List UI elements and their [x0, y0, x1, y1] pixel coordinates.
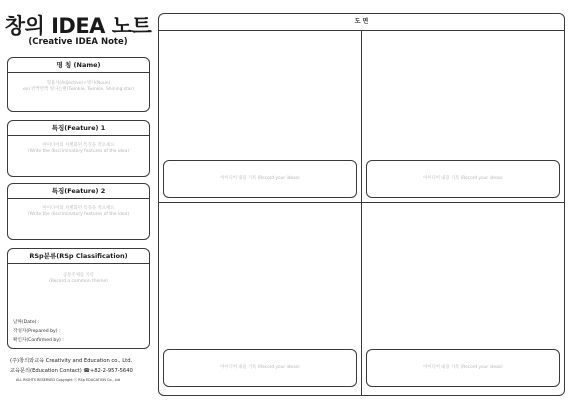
- contact-line: 교육문의(Education Contact) ☎+82-2-957-5640: [10, 368, 133, 374]
- feature1-box-label: 특징(Feature) 1: [8, 121, 149, 136]
- feature1-box: [7, 120, 150, 177]
- panel-2-caption[interactable]: 아이디어 내용 기록 (Record your ideas): [366, 160, 560, 198]
- page-title: 창의 IDEA 노트: [4, 14, 152, 38]
- copyright-text: ALL RIGHTS RESERVED Copyright ⓒ RSp EDUCATION Co., Ltd: [16, 378, 120, 382]
- panel-3-caption[interactable]: 아이디어 내용 기록 (Record your ideas): [163, 349, 357, 387]
- name-hint-primary[interactable]: 형용사(Adjective)+명사(Noun): [46, 81, 111, 86]
- feature2-box: [7, 183, 150, 240]
- drawing-area: [158, 13, 565, 396]
- feature2-hint-korean[interactable]: 아이디어의 차별화된 특징을 적으세요: [42, 206, 115, 211]
- date-field[interactable]: 날짜(Date) :: [13, 320, 40, 325]
- horizontal-divider: [159, 202, 564, 203]
- page-subtitle: (Creative IDEA Note): [28, 37, 128, 47]
- panel-1-caption[interactable]: 아이디어 내용 기록 (Record your ideas): [163, 160, 357, 198]
- feature1-hint-english[interactable]: (Write the discriminatory features of the idea): [27, 149, 130, 154]
- classification-box-label: RSp분류(RSp Classification): [8, 249, 149, 264]
- classification-hint-korean[interactable]: 공통주제를 기록: [62, 273, 95, 278]
- classification-hint-english[interactable]: (Record a common theme): [49, 279, 108, 284]
- company-name: (주)창의와교육 Creativity and Education co., Ltd.: [10, 358, 133, 364]
- feature2-box-label: 특징(Feature) 2: [8, 184, 149, 199]
- confirmed-by-field[interactable]: 확인자(Confirmed by) :: [13, 338, 64, 343]
- vertical-divider: [361, 31, 362, 396]
- drawing-title: 도 면: [159, 14, 564, 31]
- panel-4-caption[interactable]: 아이디어 내용 기록 (Record your ideas): [366, 349, 560, 387]
- name-box: [7, 57, 150, 112]
- name-hint-example[interactable]: ex) 반짝반짝 빛나는별(Twinkle, Twinkle, Shining star): [23, 87, 134, 92]
- name-box-label: 명 칭 (Name): [8, 58, 149, 73]
- feature1-hint-korean[interactable]: 아이디어의 차별화된 특징을 적으세요: [42, 143, 115, 148]
- prepared-by-field[interactable]: 작성자(Prepared by) :: [13, 329, 61, 334]
- feature2-hint-english[interactable]: (Write the discriminatory features of the idea): [27, 212, 130, 217]
